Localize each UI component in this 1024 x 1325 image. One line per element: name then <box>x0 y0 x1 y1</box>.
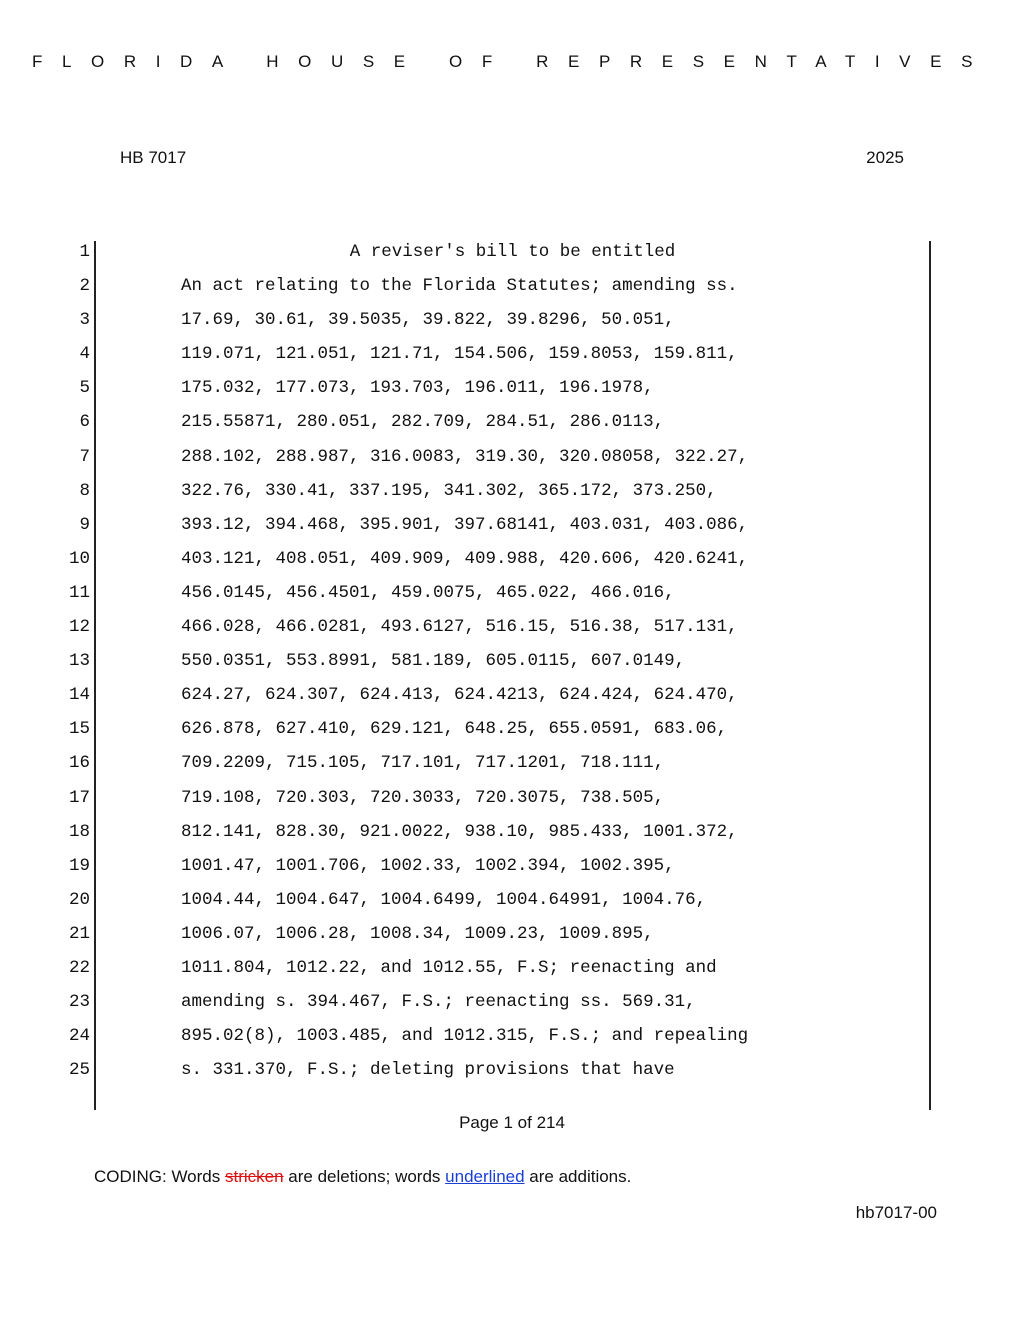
line-number: 12 <box>68 617 90 638</box>
line-text: amending s. 394.467, F.S.; reenacting ss. 569.31, <box>181 992 696 1013</box>
line-number: 25 <box>68 1060 90 1081</box>
chamber-title: FLORIDA HOUSE OF REPRESENTATIVES <box>31 52 993 71</box>
line-number: 18 <box>68 821 90 842</box>
line-number: 23 <box>68 992 90 1013</box>
bill-line <box>0 235 1024 269</box>
bill-line <box>0 985 1024 1019</box>
line-number: 6 <box>79 412 90 433</box>
line-number: 21 <box>68 923 90 944</box>
bill-line <box>0 815 1024 849</box>
line-text: 626.878, 627.410, 629.121, 648.25, 655.0591, 683.06, <box>181 719 728 740</box>
line-number: 19 <box>68 855 90 876</box>
line-text: 1001.47, 1001.706, 1002.33, 1002.394, 1002.395, <box>181 855 675 876</box>
bill-line <box>0 508 1024 542</box>
coding-stricken-sample: stricken <box>224 1167 284 1186</box>
bill-number: HB 7017 <box>120 148 187 167</box>
coding-legend <box>94 1167 631 1187</box>
bill-line <box>0 883 1024 917</box>
line-text: 550.0351, 553.8991, 581.189, 605.0115, 607.0149, <box>181 651 686 672</box>
line-number: 10 <box>68 548 90 569</box>
bill-line <box>0 269 1024 303</box>
bill-line <box>0 1019 1024 1053</box>
line-number: 5 <box>79 378 90 399</box>
line-number: 20 <box>68 889 90 910</box>
bill-line <box>0 781 1024 815</box>
bill-line <box>0 951 1024 985</box>
line-number: 24 <box>68 1026 90 1047</box>
line-text: 17.69, 30.61, 39.5035, 39.822, 39.8296, 50.051, <box>181 310 675 331</box>
bill-line <box>0 678 1024 712</box>
line-text: 119.071, 121.051, 121.71, 154.506, 159.8053, 159.811, <box>181 344 738 365</box>
line-text: 322.76, 330.41, 337.195, 341.302, 365.172, 373.250, <box>181 480 717 501</box>
line-text: 456.0145, 456.4501, 459.0075, 465.022, 466.016, <box>181 582 675 603</box>
line-text: 624.27, 624.307, 624.413, 624.4213, 624.424, 624.470, <box>181 685 738 706</box>
bill-text-lines <box>0 235 1024 1087</box>
line-number: 14 <box>68 685 90 706</box>
line-text: 1006.07, 1006.28, 1008.34, 1009.23, 1009.895, <box>181 923 654 944</box>
line-number: 8 <box>79 480 90 501</box>
line-number: 15 <box>68 719 90 740</box>
bill-line <box>0 474 1024 508</box>
line-number: 4 <box>79 344 90 365</box>
bill-line <box>0 303 1024 337</box>
bill-line <box>0 576 1024 610</box>
line-number: 22 <box>68 957 90 978</box>
line-text: 403.121, 408.051, 409.909, 409.988, 420.606, 420.6241, <box>181 548 749 569</box>
bill-line <box>0 849 1024 883</box>
line-number: 16 <box>68 753 90 774</box>
bill-line <box>0 440 1024 474</box>
line-text: 466.028, 466.0281, 493.6127, 516.15, 516.38, 517.131, <box>181 617 738 638</box>
line-text: 1004.44, 1004.647, 1004.6499, 1004.64991, 1004.76, <box>181 889 707 910</box>
coding-underlined-sample: underlined <box>445 1167 525 1186</box>
document-code: hb7017-00 <box>855 1203 937 1222</box>
bill-line <box>0 1053 1024 1087</box>
bill-line <box>0 542 1024 576</box>
line-number: 3 <box>79 310 90 331</box>
bill-line <box>0 746 1024 780</box>
line-number: 1 <box>79 242 90 262</box>
line-text: 895.02(8), 1003.485, and 1012.315, F.S.; and repealing <box>181 1026 749 1047</box>
line-text: 719.108, 720.303, 720.3033, 720.3075, 738.505, <box>181 787 665 808</box>
line-text: 1011.804, 1012.22, and 1012.55, F.S; reenacting and <box>181 957 717 978</box>
page-number: Page 1 of 214 <box>459 1113 565 1132</box>
line-text: 288.102, 288.987, 316.0083, 319.30, 320.08058, 322.27, <box>181 446 749 467</box>
line-text: 175.032, 177.073, 193.703, 196.011, 196.1978, <box>181 378 654 399</box>
coding-middle: are deletions; words <box>283 1167 446 1186</box>
line-text: 393.12, 394.468, 395.901, 397.68141, 403.031, 403.086, <box>181 514 749 535</box>
line-text: A reviser's bill to be entitled <box>349 242 676 262</box>
line-number: 9 <box>79 514 90 535</box>
line-number: 13 <box>68 651 90 672</box>
line-number: 11 <box>68 582 90 603</box>
bill-year: 2025 <box>866 148 904 167</box>
coding-suffix: are additions. <box>524 1167 632 1186</box>
line-text: 709.2209, 715.105, 717.101, 717.1201, 718.111, <box>181 753 665 774</box>
bill-line <box>0 371 1024 405</box>
line-text: 812.141, 828.30, 921.0022, 938.10, 985.433, 1001.372, <box>181 821 738 842</box>
line-number: 2 <box>79 276 90 297</box>
line-number: 17 <box>68 787 90 808</box>
bill-line <box>0 405 1024 439</box>
bill-line <box>0 610 1024 644</box>
bill-line <box>0 337 1024 371</box>
bill-line <box>0 712 1024 746</box>
coding-prefix: CODING: Words <box>94 1167 225 1186</box>
line-text: 215.55871, 280.051, 282.709, 284.51, 286.0113, <box>181 412 665 433</box>
line-text: An act relating to the Florida Statutes; amending ss. <box>181 276 738 297</box>
line-number: 7 <box>79 446 90 467</box>
bill-line <box>0 644 1024 678</box>
bill-line <box>0 917 1024 951</box>
line-text: s. 331.370, F.S.; deleting provisions that have <box>181 1060 675 1081</box>
